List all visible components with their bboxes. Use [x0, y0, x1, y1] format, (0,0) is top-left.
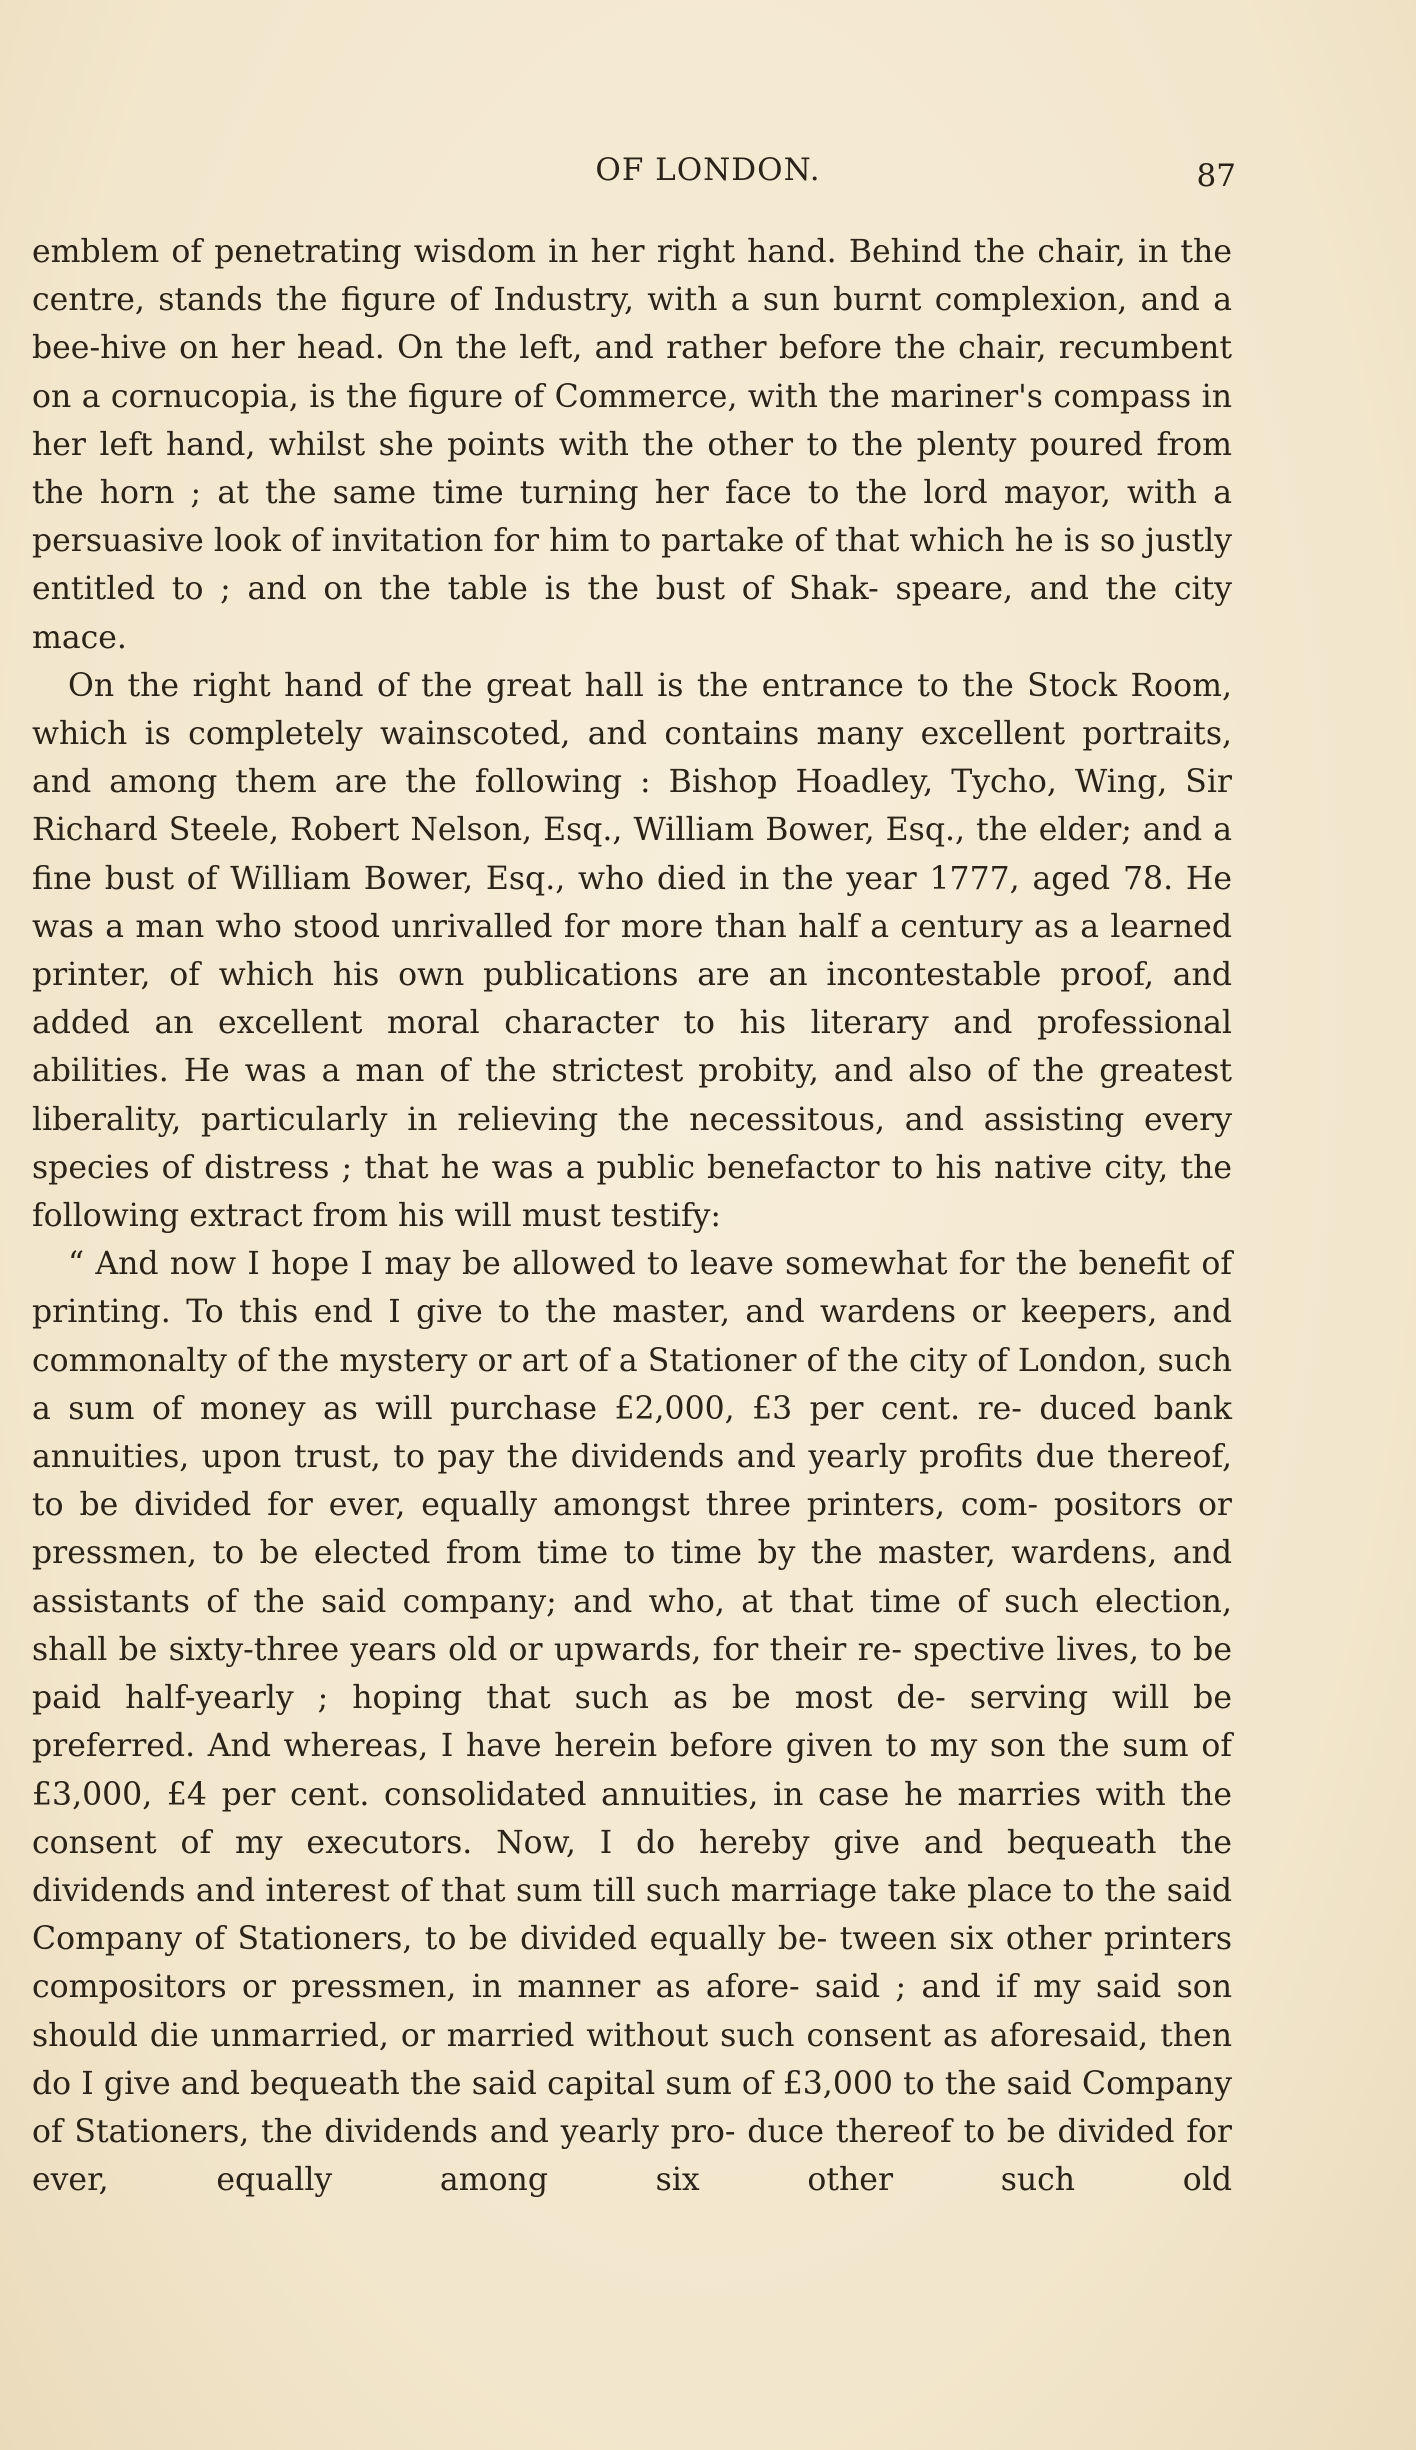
page-title: OF LONDON.	[595, 152, 821, 188]
body-text	[32, 228, 1232, 2204]
paragraph-continuation: emblem of penetrating wisdom in her right hand. Behind the chair, in the centre, stands the figure of Industry, with a sun burnt complexion, and a bee-hive on her head. On the left, and rather before the chair, recumbent on a cornucopia, is the figure of Commerce, with the mariner's compass in her left hand, whilst she points with the other to the plenty poured from the horn ; at the same time turning her face to the lord mayor, with a persuasive look of invitation for him to partake of that which he is so justly entitled to ; and on the table is the bust of Shak- speare, and the city mace.	[32, 234, 1232, 656]
paragraph-will-extract: “ And now I hope I may be allowed to leave somewhat for the benefit of printing. To this end I give to the master, and wardens or keepers, and commonalty of the mystery or art of a Stationer of the city of London, such a sum of money as will purchase £2,000, £3 per cent. re- duced bank annuities, upon trust, to pay the dividends and yearly profits due thereof, to be divided for ever, equally amongst three printers, com- positors or pressmen, to be elected from time to time by the master, wardens, and assistants of the said company; and who, at that time of such election, shall be sixty-three years old or upwards, for their re- spective lives, to be paid half-yearly ; hoping that such as be most de- serving will be preferred. And whereas, I have herein before given to my son the sum of £3,000, £4 per cent. consolidated annuities, in case he marries with the consent of my executors. Now, I do hereby give and bequeath the dividends and interest of that sum till such marriage take place to the said Company of Stationers, to be divided equally be- tween six other printers compositors or pressmen, in manner as afore- said ; and if my said son should die unmarried, or married without such consent as aforesaid, then do I give and bequeath the said capital sum of £3,000 to the said Company of Stationers, the dividends and yearly pro- duce thereof to be divided for ever, equally among six other such old	[32, 1246, 1232, 2199]
running-head	[0, 150, 1416, 194]
page-number: 87	[1196, 158, 1236, 194]
paragraph-stock-room: On the right hand of the great hall is the entrance to the Stock Room, which is completely wainscoted, and contains many excellent portraits, and among them are the following : Bishop Hoadley, Tycho, Wing, Sir Richard Steele, Robert Nelson, Esq., William Bower, Esq., the elder; and a fine bust of William Bower, Esq., who died in the year 1777, aged 78. He was a man who stood unrivalled for more than half a century as a learned printer, of which his own publications are an incontestable proof, and added an excellent moral character to his literary and professional abilities. He was a man of the strictest probity, and also of the greatest liberality, particularly in relieving the necessitous, and assisting every species of distress ; that he was a public benefactor to his native city, the following extract from his will must testify:	[32, 667, 1232, 1235]
